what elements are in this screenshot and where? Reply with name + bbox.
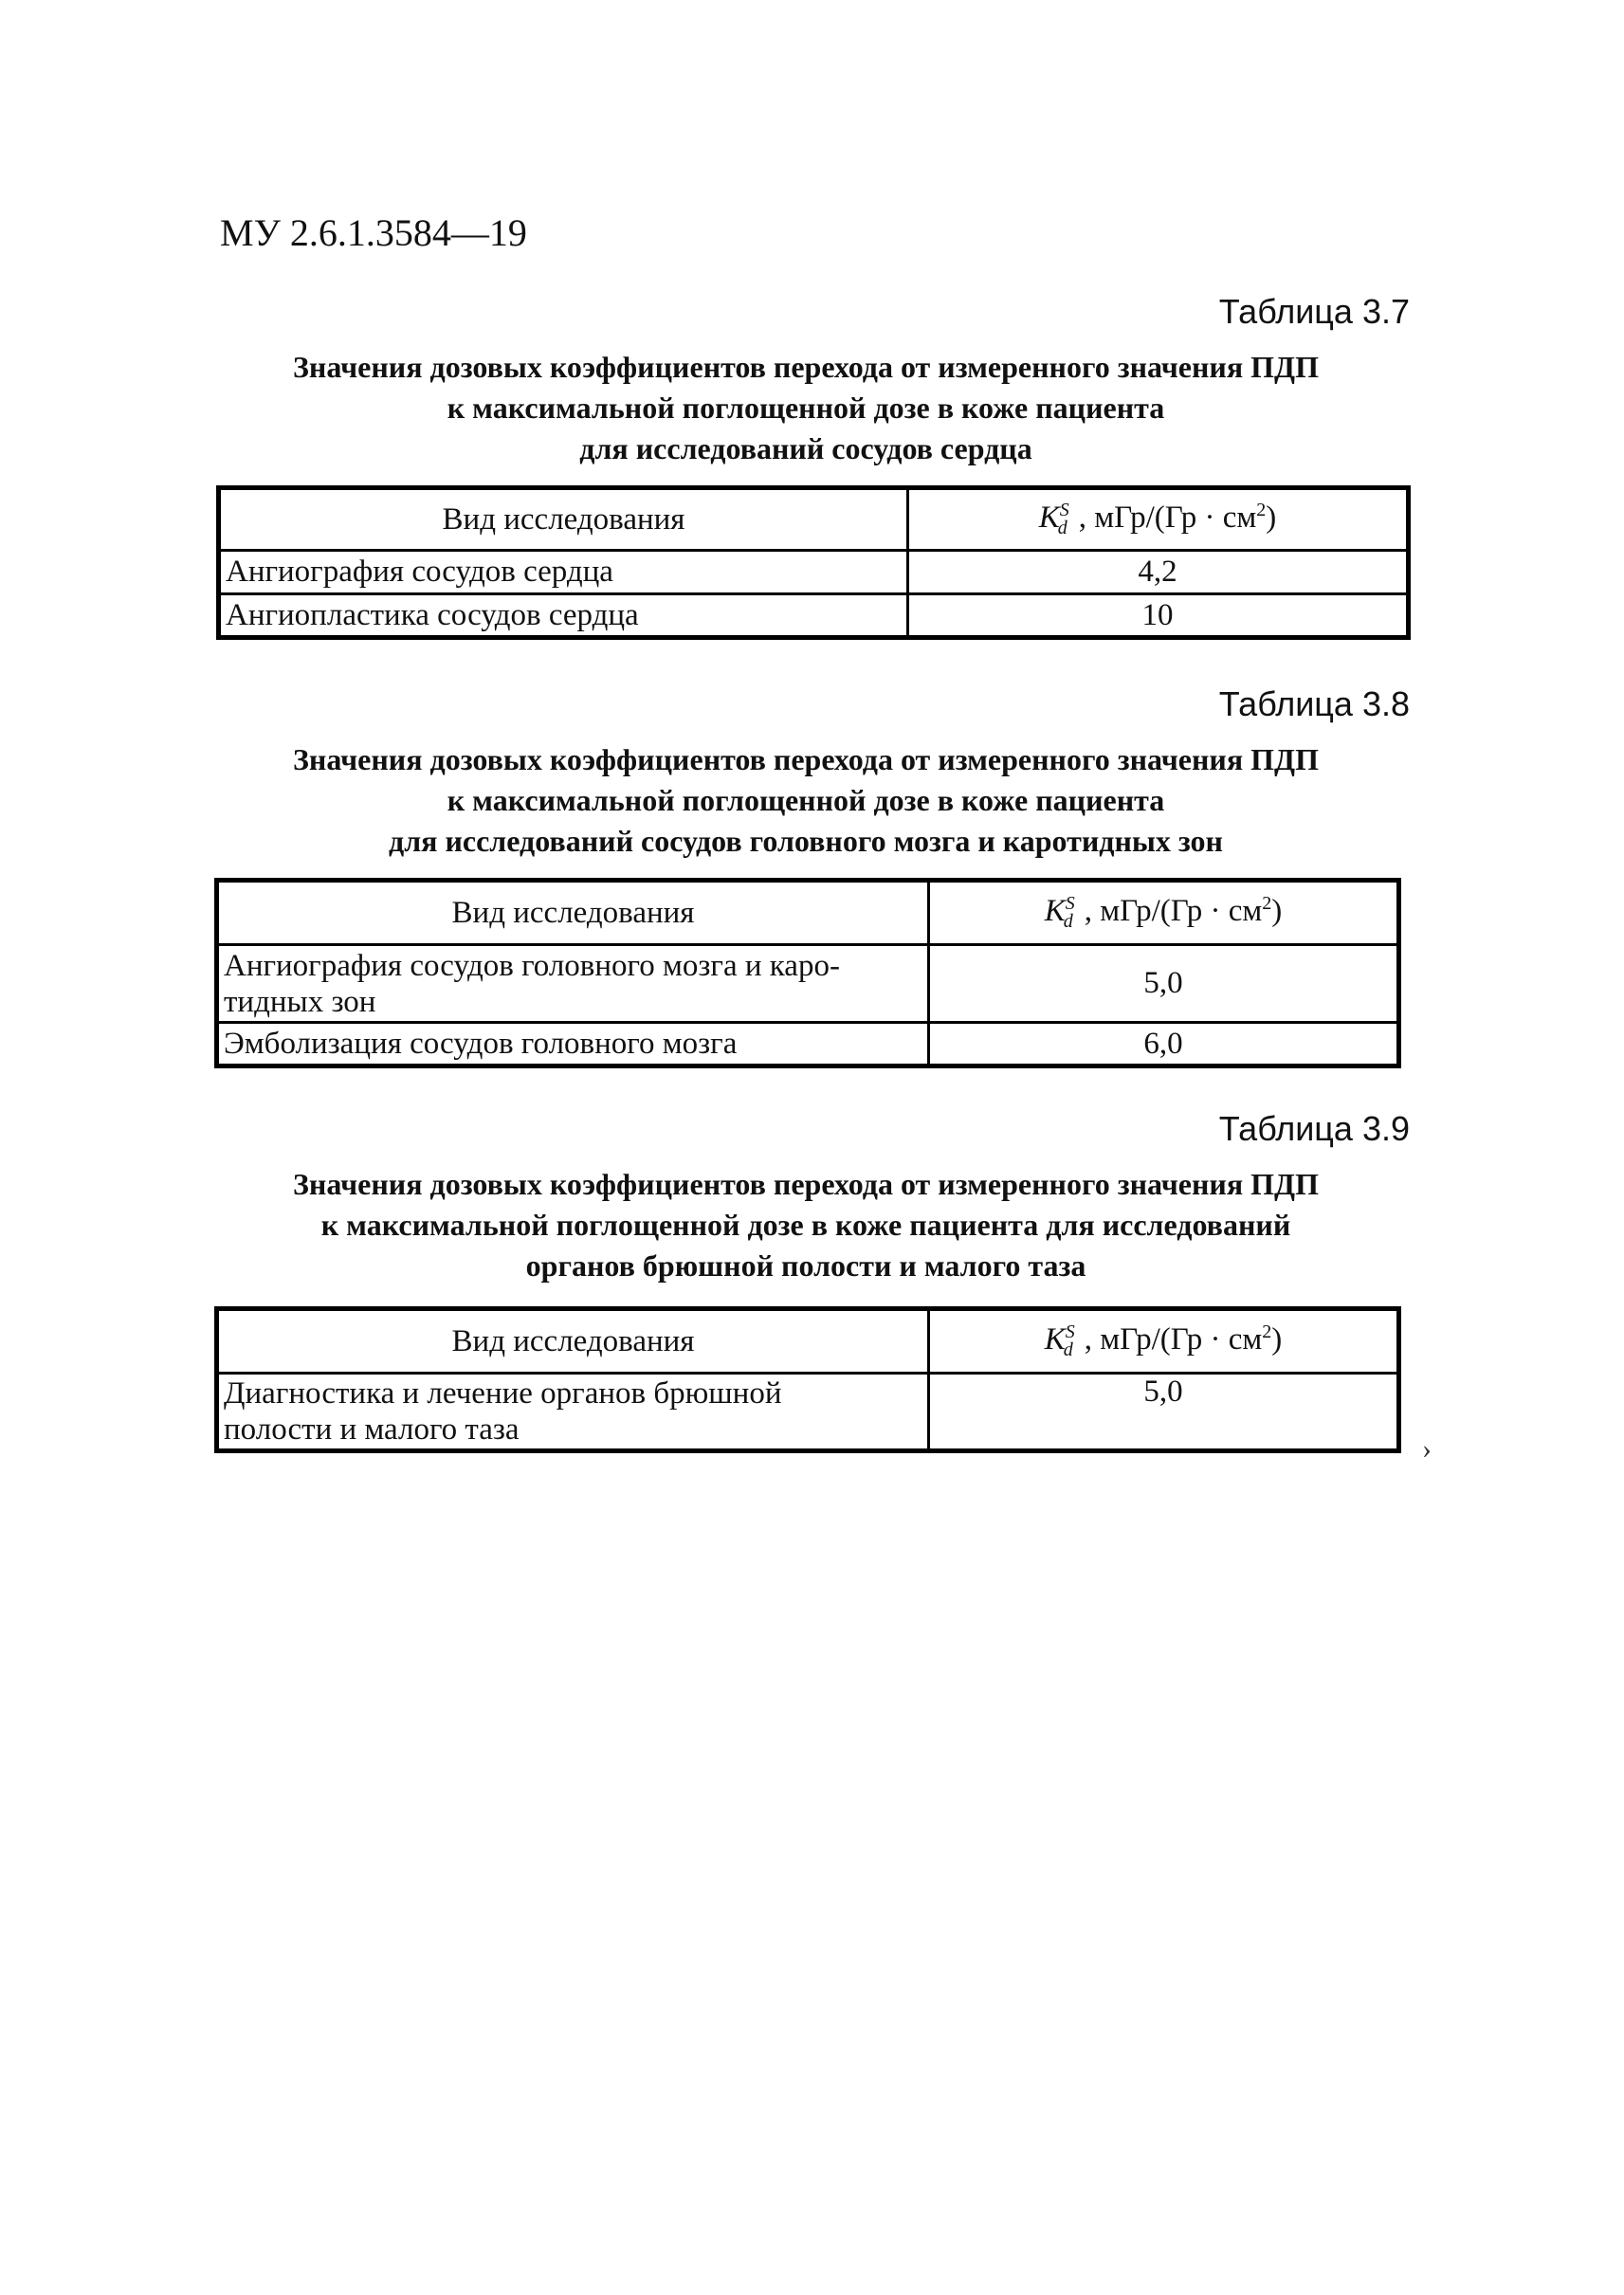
unit-power: 2 [1262,892,1272,914]
table-header-row [217,1309,1399,1374]
table-3-7 [216,485,1411,640]
document-code: МУ 2.6.1.3584—19 [220,211,527,254]
table-row [217,1023,1399,1066]
unit-power: 2 [1256,499,1267,520]
unit-close: ) [1271,893,1283,928]
table-3-8 [214,878,1401,1068]
unit-text: , мГр/(Гр · см [1084,893,1263,928]
column-header-coefficient [908,488,1409,551]
k-subscript: d [1057,518,1067,539]
unit-close: ) [1271,1321,1283,1357]
caption-line: Значения дозовых коэффициентов перехода от измеренного значения ПДП [293,742,1319,776]
study-cell: Ангиография сосудов сердца [219,551,908,594]
column-header-coefficient [929,881,1399,945]
column-header-study: Вид исследования [217,881,929,945]
value-cell: 5,0 [929,945,1399,1023]
k-superscript: S [1065,892,1075,914]
study-line: Ангиография сосудов головного мозга и каро- [224,948,840,983]
study-cell [217,945,929,1023]
table-header-row [217,881,1399,945]
k-superscript: S [1059,499,1069,520]
table-3-8-label: Таблица 3.8 [1218,684,1410,723]
study-cell [217,1374,929,1451]
study-line: тидных зон [224,984,376,1019]
caption-line: Значения дозовых коэффициентов перехода от измеренного значения ПДП [293,1167,1319,1201]
study-cell: Эмболизация сосудов головного мозга [217,1023,929,1066]
table-3-7-label: Таблица 3.7 [1218,292,1410,331]
margin-mark: › [1422,1433,1432,1465]
unit-text: , мГр/(Гр · см [1084,1321,1263,1357]
caption-line: для исследований сосудов головного мозга и каротидных зон [389,824,1223,858]
k-symbol: K [1044,1321,1066,1357]
table-row [219,551,1409,594]
caption-line: к максимальной поглощенной дозе в коже пациента для исследований [320,1208,1291,1242]
value-cell: 4,2 [908,551,1409,594]
table-row [219,594,1409,638]
table-header-row [219,488,1409,551]
table-3-9 [214,1306,1401,1453]
k-symbol: K [1044,893,1066,928]
k-symbol: K [1038,500,1060,535]
table-3-8-caption [209,739,1403,862]
value-cell: 10 [908,594,1409,638]
unit-close: ) [1266,500,1277,535]
study-line: Диагностика и лечение органов брюшной [224,1376,782,1411]
study-line: полости и малого таза [224,1412,520,1447]
table-3-7-caption [209,347,1403,469]
value-cell: 5,0 [929,1374,1399,1451]
caption-line: для исследований сосудов сердца [579,431,1032,465]
unit-text: , мГр/(Гр · см [1078,500,1257,535]
caption-line: к максимальной поглощенной дозе в коже пациента [447,391,1165,425]
k-superscript: S [1065,1321,1075,1342]
k-subscript: d [1063,1339,1073,1361]
column-header-study: Вид исследования [219,488,908,551]
column-header-coefficient [929,1309,1399,1374]
value-cell: 6,0 [929,1023,1399,1066]
k-subscript: d [1063,911,1073,933]
caption-line: органов брюшной полости и малого таза [525,1248,1086,1283]
column-header-study: Вид исследования [217,1309,929,1374]
unit-power: 2 [1262,1321,1272,1342]
study-cell: Ангиопластика сосудов сердца [219,594,908,638]
caption-line: к максимальной поглощенной дозе в коже пациента [447,783,1165,817]
table-row [217,945,1399,1023]
table-3-9-caption [209,1164,1403,1286]
table-3-9-label: Таблица 3.9 [1218,1109,1410,1148]
table-row [217,1374,1399,1451]
caption-line: Значения дозовых коэффициентов перехода от измеренного значения ПДП [293,350,1319,384]
